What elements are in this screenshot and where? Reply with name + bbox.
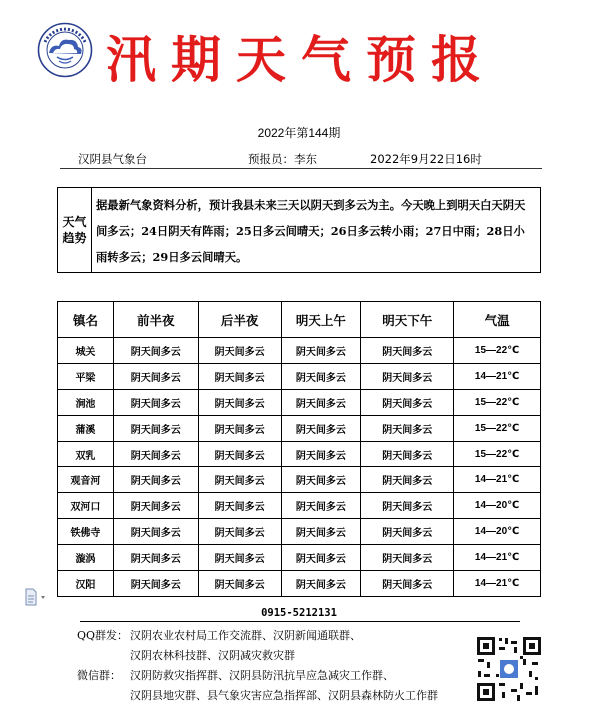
forecast-cell: 阴天间多云 <box>361 415 454 441</box>
issue-datetime: 2022年9月22日16时 <box>370 152 482 166</box>
forecaster: 预报员：李东 <box>248 152 317 166</box>
forecast-cell: 阴天间多云 <box>361 545 454 571</box>
forecast-cell: 阴天间多云 <box>281 519 361 545</box>
column-header: 前半夜 <box>113 302 198 338</box>
forecast-cell: 阴天间多云 <box>198 545 281 571</box>
temperature-cell: 14—21℃ <box>454 363 541 389</box>
forecast-cell: 阴天间多云 <box>361 441 454 467</box>
forecast-cell: 阴天间多云 <box>281 545 361 571</box>
forecast-cell: 阴天间多云 <box>198 415 281 441</box>
town-name-cell: 城关 <box>58 338 114 364</box>
forecast-cell: 阴天间多云 <box>198 441 281 467</box>
forecast-cell: 阴天间多云 <box>361 389 454 415</box>
forecast-cell: 阴天间多云 <box>361 493 454 519</box>
temperature-cell: 15—22℃ <box>454 441 541 467</box>
town-name-cell: 双河口 <box>58 493 114 519</box>
table-row <box>58 467 541 493</box>
agency-name: 汉阴县气象台 <box>78 152 147 166</box>
forecast-cell: 阴天间多云 <box>198 363 281 389</box>
forecast-cell: 阴天间多云 <box>198 519 281 545</box>
qq-groups-line2: 汉阴农林科技群、汉阴减灾救灾群 <box>130 649 295 662</box>
qr-code <box>475 635 543 703</box>
qq-groups-line1: 汉阴农业农村局工作交流群、汉阴新闻通联群、 <box>130 629 361 642</box>
temperature-cell: 15—22℃ <box>454 338 541 364</box>
forecast-cell: 阴天间多云 <box>281 363 361 389</box>
issue-number: 2022年第144期 <box>257 126 341 140</box>
wechat-groups-line2: 汉阴县地灾群、县气象灾害应急指挥部、汉阴县森林防火工作群 <box>130 689 438 702</box>
temperature-cell: 14—20℃ <box>454 519 541 545</box>
weather-trend-box <box>57 187 541 273</box>
trend-text: 据最新气象资料分析，预计我县未来三天以阴天到多云为主。今天晚上到明天白天阴天间多云；24日阴天有阵雨；25日多云间晴天；26日多云转小雨；27日中雨；28日小雨转多云；29日多云间晴天。 <box>96 198 526 264</box>
forecast-cell: 阴天间多云 <box>198 389 281 415</box>
forecast-cell: 阴天间多云 <box>113 493 198 519</box>
forecast-cell: 阴天间多云 <box>113 363 198 389</box>
column-header: 气温 <box>454 302 541 338</box>
table-row <box>58 363 541 389</box>
forecast-cell: 阴天间多云 <box>281 338 361 364</box>
town-name-cell: 蒲溪 <box>58 415 114 441</box>
forecast-cell: 阴天间多云 <box>281 415 361 441</box>
forecast-cell: 阴天间多云 <box>281 389 361 415</box>
table-row <box>58 415 541 441</box>
qq-label: QQ群发： <box>77 629 129 642</box>
town-forecast-table <box>57 301 541 597</box>
column-header: 明天上午 <box>281 302 361 338</box>
document-icon[interactable] <box>24 588 50 606</box>
table-row <box>58 545 541 571</box>
bulletin-title: 汛期天气预报 <box>106 30 496 89</box>
forecast-cell: 阴天间多云 <box>113 571 198 597</box>
forecast-cell: 阴天间多云 <box>113 467 198 493</box>
trend-label: 天气趋势 <box>58 188 92 272</box>
town-name-cell: 观音河 <box>58 467 114 493</box>
table-row <box>58 493 541 519</box>
forecast-cell: 阴天间多云 <box>113 415 198 441</box>
table-body <box>58 338 541 597</box>
column-header: 后半夜 <box>198 302 281 338</box>
temperature-cell: 14—21℃ <box>454 545 541 571</box>
forecast-cell: 阴天间多云 <box>198 338 281 364</box>
forecast-cell: 阴天间多云 <box>281 441 361 467</box>
wechat-groups-line1: 汉阴防救灾指挥群、汉阴县防汛抗旱应急减灾工作群、 <box>130 669 394 682</box>
town-name-cell: 漩涡 <box>58 545 114 571</box>
table-row <box>58 519 541 545</box>
forecast-cell: 阴天间多云 <box>281 493 361 519</box>
town-name-cell: 平梁 <box>58 363 114 389</box>
forecast-cell: 阴天间多云 <box>361 571 454 597</box>
temperature-cell: 14—20℃ <box>454 493 541 519</box>
forecast-cell: 阴天间多云 <box>113 389 198 415</box>
table-row <box>58 338 541 364</box>
forecast-cell: 阴天间多云 <box>113 519 198 545</box>
forecast-cell: 阴天间多云 <box>198 571 281 597</box>
table-row <box>58 571 541 597</box>
forecast-cell: 阴天间多云 <box>198 467 281 493</box>
header-divider <box>60 168 542 169</box>
table-header-row <box>58 302 541 338</box>
bulletin-info-line <box>78 151 534 167</box>
column-header: 镇名 <box>58 302 114 338</box>
table-row <box>58 441 541 467</box>
town-name-cell: 涧池 <box>58 389 114 415</box>
temperature-cell: 14—21℃ <box>454 571 541 597</box>
table-row <box>58 389 541 415</box>
temperature-cell: 15—22℃ <box>454 389 541 415</box>
forecast-cell: 阴天间多云 <box>361 467 454 493</box>
town-name-cell: 铁佛寺 <box>58 519 114 545</box>
cma-logo <box>37 22 93 78</box>
forecast-cell: 阴天间多云 <box>113 545 198 571</box>
forecast-cell: 阴天间多云 <box>113 441 198 467</box>
phone-number: 0915-5212131 <box>261 607 337 619</box>
forecast-cell: 阴天间多云 <box>198 493 281 519</box>
forecast-cell: 阴天间多云 <box>281 571 361 597</box>
town-name-cell: 双乳 <box>58 441 114 467</box>
forecast-cell: 阴天间多云 <box>361 338 454 364</box>
forecast-cell: 阴天间多云 <box>113 338 198 364</box>
temperature-cell: 14—21℃ <box>454 467 541 493</box>
forecast-cell: 阴天间多云 <box>361 363 454 389</box>
temperature-cell: 15—22℃ <box>454 415 541 441</box>
town-name-cell: 汉阳 <box>58 571 114 597</box>
column-header: 明天下午 <box>361 302 454 338</box>
forecast-cell: 阴天间多云 <box>281 467 361 493</box>
wechat-label: 微信群： <box>77 669 121 682</box>
footer-divider <box>80 621 520 622</box>
forecast-cell: 阴天间多云 <box>361 519 454 545</box>
